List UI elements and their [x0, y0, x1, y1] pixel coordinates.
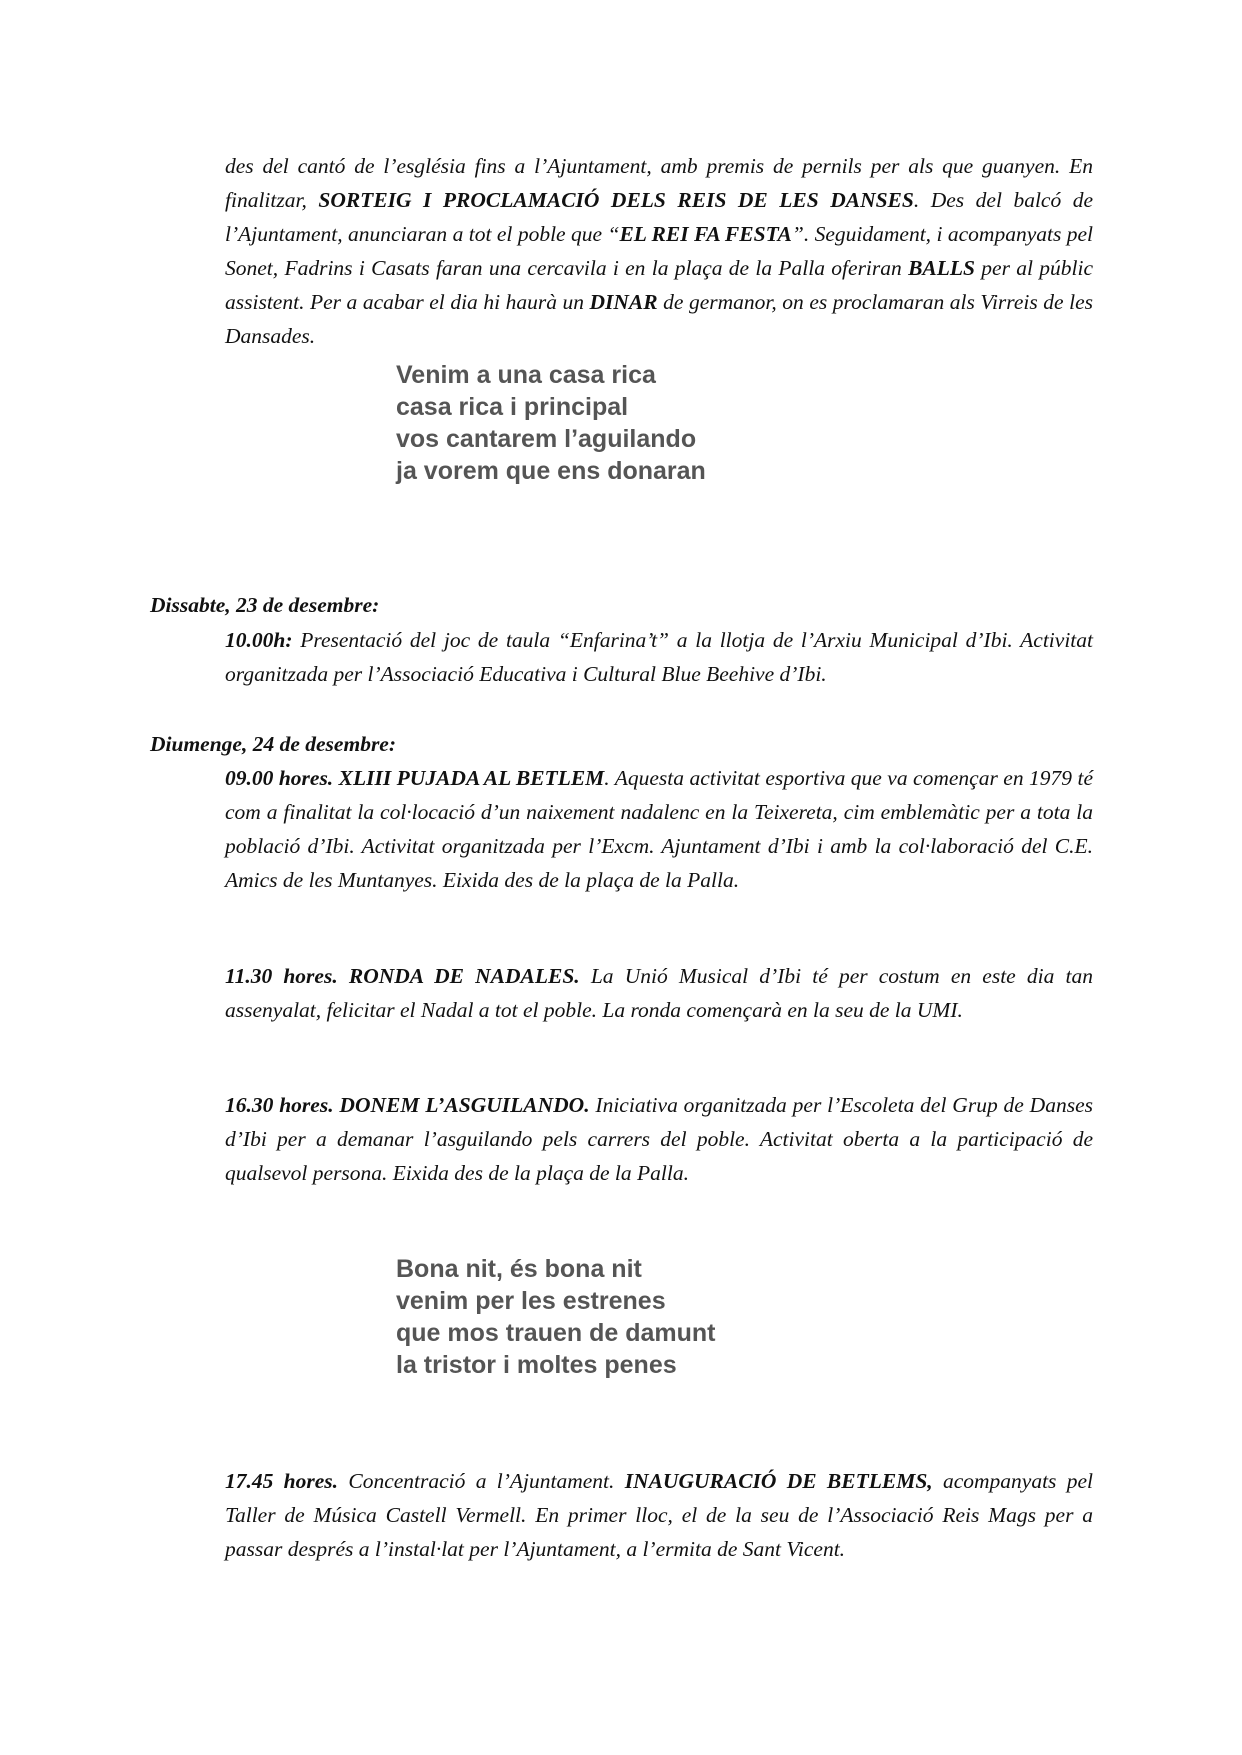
event-time: 10.00h:	[225, 628, 293, 652]
event-description: acompanyats pel Taller de Música Castell Vermell. En primer lloc, el de la seu de l’Associació Reis Mags per a passar després a l’instal·lat per l’Ajuntament, a l’ermita de Sant Vicent.	[225, 1469, 1093, 1561]
day-heading-saturday: Dissabte, 23 de desembre:	[150, 593, 380, 617]
intro-bold-balls: BALLS	[908, 256, 975, 280]
event-description: Concentració a l’Ajuntament.	[338, 1469, 625, 1493]
event-title: INAUGURACIÓ DE BETLEMS,	[624, 1469, 933, 1493]
intro-text-5: de germanor, on es proclamaran als Virreis de les Dansades.	[225, 290, 1093, 348]
event-description: La Unió Musical d’Ibi té per costum en este dia tan assenyalat, felicitar el Nadal a tot el poble. La ronda començarà en la seu de la UMI.	[225, 964, 1093, 1022]
intro-text-3: ”. Seguidament, i acompanyats pel Sonet, Fadrins i Casats faran una cercavila i en la plaça de la Palla oferiran	[225, 222, 1094, 280]
poem-line: Bona nit, és bona nit	[396, 1255, 642, 1283]
event-sunday-1630	[225, 1088, 1093, 1190]
poem-line: que mos trauen de damunt	[396, 1319, 716, 1347]
event-sunday-0900	[225, 761, 1093, 897]
event-title: 11.30 hores. RONDA DE NADALES.	[225, 964, 580, 988]
event-description: Presentació del joc de taula “Enfarina’t” a la llotja de l’Arxiu Municipal d’Ibi. Activitat organitzada per l’Associació Educativa i Cultural Blue Beehive d’Ibi.	[225, 628, 1093, 686]
event-sunday-1745	[225, 1464, 1093, 1566]
poem-line: ja vorem que ens donaran	[396, 457, 706, 485]
poem-line: Venim a una casa rica	[396, 361, 656, 389]
intro-bold-dinar: DINAR	[589, 290, 658, 314]
event-description: . Aquesta activitat esportiva que va començar en 1979 té com a finalitat la col·locació d’un naixement nadalenc en la Teixereta, cim emblemàtic per a tota la població d’Ibi. Activitat organitzada per l’Excm. Ajuntament d’Ibi i amb la col·laboració del C.E. Amics de les Muntanyes. Eixida des de la plaça de la Palla.	[225, 766, 1093, 892]
day-heading-sunday: Diumenge, 24 de desembre:	[150, 732, 397, 756]
intro-text-4: per al públic assistent. Per a acabar el dia hi haurà un	[225, 256, 1094, 314]
intro-text-2: . Des del balcó de l’Ajuntament, anunciaran a tot el poble que “	[225, 188, 1094, 246]
intro-bold-sorteig: SORTEIG I PROCLAMACIÓ DELS REIS DE LES DANSES	[318, 188, 914, 212]
event-time: 17.45 hores.	[225, 1469, 339, 1493]
event-description: Iniciativa organitzada per l’Escoleta del Grup de Danses d’Ibi per a demanar l’asguilando pels carrers del poble. Activitat oberta a la participació de qualsevol persona. Eixida des de la plaça de la Palla.	[225, 1093, 1093, 1185]
poem-line: casa rica i principal	[396, 393, 629, 421]
intro-paragraph	[225, 149, 1093, 353]
event-saturday-1000	[225, 623, 1093, 691]
poem-line: vos cantarem l’aguilando	[396, 425, 697, 453]
event-title: 09.00 hores. XLIII PUJADA AL BETLEM	[225, 766, 605, 790]
poem-line: venim per les estrenes	[396, 1287, 666, 1315]
event-sunday-1130	[225, 959, 1093, 1027]
intro-bold-rei-fa-festa: EL REI FA FESTA	[619, 222, 792, 246]
event-title: 16.30 hores. DONEM L’ASGUILANDO.	[225, 1093, 590, 1117]
poem-line: la tristor i moltes penes	[396, 1351, 677, 1379]
poem-bona-nit	[396, 1253, 715, 1381]
poem-aguilando	[396, 359, 706, 487]
intro-text-1: des del cantó de l’església fins a l’Ajuntament, amb premis de pernils per als que guanyen. En finalitzar,	[225, 154, 1093, 212]
